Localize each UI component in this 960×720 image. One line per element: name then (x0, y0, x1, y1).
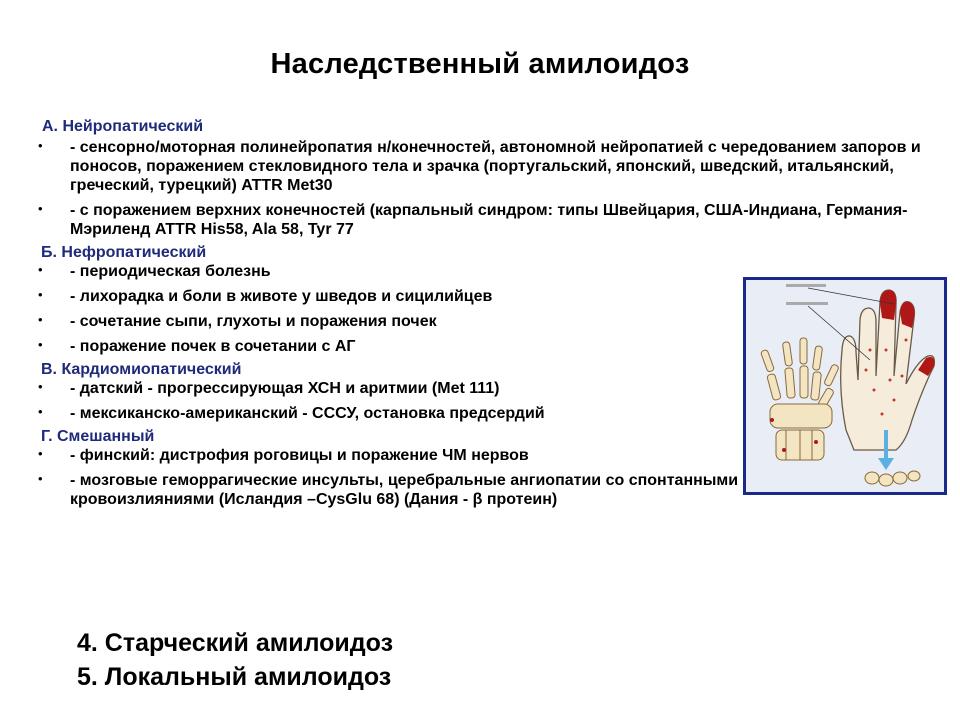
footer-line-senile: 4. Старческий амилоидоз (77, 629, 394, 657)
list-item (38, 337, 730, 356)
bullet: • (38, 404, 43, 419)
list-item (38, 312, 730, 331)
item-text: - сенсорно/моторная полинейропатия н/конечностей, автономной нейропатией с чередованием запоров и поносов, поражением стекловидного тела и зрачка (португальский, японский, шведский, итальянский, греческий, турецкий) ATTR Met30 (70, 139, 921, 194)
list-item (38, 404, 730, 423)
bullet: • (38, 287, 43, 302)
bullet: • (38, 379, 43, 394)
hand-illustration (743, 277, 947, 495)
item-text: - мозговые геморрагические инсульты, церебральные ангиопатии со спонтанными кровоизлияниями (Исландия –CysGlu 68) (Дания - β протеин) (70, 472, 739, 508)
bullet: • (38, 446, 43, 461)
bullet: • (38, 312, 43, 327)
item-text: - лихорадка и боли в животе у шведов и сицилийцев (70, 288, 493, 305)
list-item (38, 379, 730, 398)
page-title: Наследственный амилоидоз (270, 48, 690, 80)
item-text: - финский: дистрофия роговицы и поражение ЧМ нервов (70, 447, 529, 464)
section-heading: Г. Смешанный (41, 428, 155, 445)
footer-line-local: 5. Локальный амилоидоз (77, 663, 392, 691)
bullet: • (38, 262, 43, 277)
list-item (38, 287, 730, 306)
item-text: - датский - прогрессирующая ХСН и аритмии (Met 111) (70, 380, 500, 397)
list-item (38, 262, 730, 281)
skeleton-hand (760, 338, 839, 460)
bullet: • (38, 201, 43, 216)
section-heading: А. Нейропатический (42, 118, 204, 135)
footer (77, 626, 393, 694)
section-list (38, 138, 943, 239)
bullet: • (38, 138, 43, 153)
hand-skeleton-illustration (746, 280, 944, 492)
item-text: - с поражением верхних конечностей (карпальный синдром: типы Швейцария, США-Индиана, Германия-Мэриленд ATTR His58, Ala 58, Tyr 77 (70, 202, 908, 238)
item-text: - поражение почек в сочетании с АГ (70, 338, 356, 355)
bullet: • (38, 471, 43, 486)
list-item (38, 138, 943, 195)
bullet: • (38, 337, 43, 352)
list-item (38, 201, 950, 239)
section-heading: В. Кардиомиопатический (41, 361, 242, 378)
item-text: - периодическая болезнь (70, 263, 271, 280)
item-text: - сочетание сыпи, глухоты и поражения почек (70, 313, 437, 330)
section-heading: Б. Нефропатический (41, 244, 207, 261)
item-text: - мексиканско-американский - СССУ, остановка предсердий (70, 405, 545, 422)
wrist-bones (865, 471, 920, 486)
